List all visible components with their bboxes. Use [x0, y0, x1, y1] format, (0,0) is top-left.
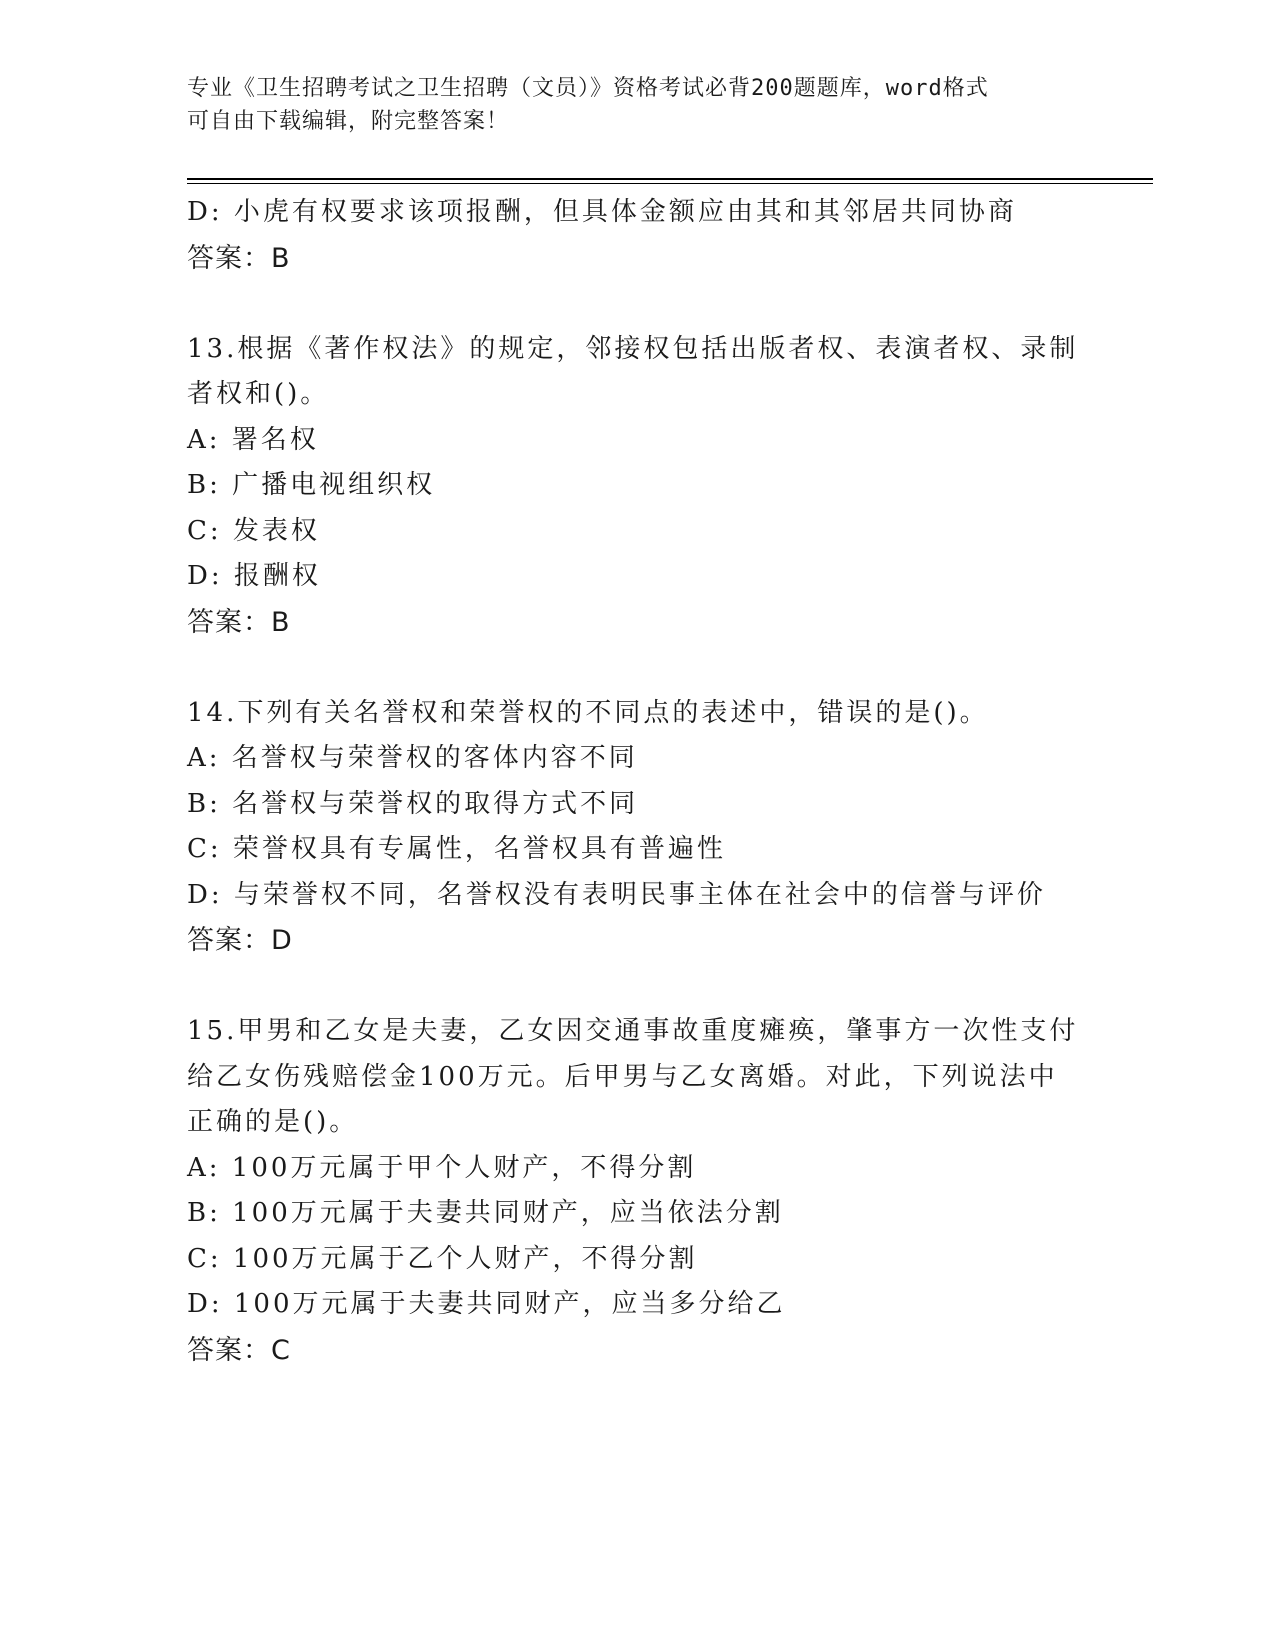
- header-line-2: 可自由下载编辑，附完整答案！: [187, 109, 510, 134]
- option-a: A: 名誉权与荣誉权的客体内容不同: [187, 743, 638, 773]
- option-c: C: 100万元属于乙个人财产，不得分割: [187, 1243, 698, 1274]
- option-c: C: 荣誉权具有专属性，名誉权具有普遍性: [187, 834, 726, 864]
- spacer: [187, 645, 1087, 691]
- question-stem-line: 者权和()。: [187, 379, 330, 409]
- option-b: B: 广播电视组织权: [187, 470, 436, 500]
- question-stem-line: 正确的是()。: [187, 1107, 359, 1137]
- spacer: [187, 964, 1087, 1010]
- answer-line: 答案：C: [187, 1334, 291, 1366]
- question-14: [187, 691, 1087, 964]
- option-b: B: 100万元属于夫妻共同财产，应当依法分割: [187, 1198, 784, 1228]
- answer-line: 答案：B: [187, 242, 291, 274]
- header-rule-thick: [187, 178, 1153, 180]
- question-stem-line: 15.甲男和乙女是夫妻，乙女因交通事故重度瘫痪，肇事方一次性支付: [187, 1016, 1079, 1046]
- header-line-1: 专业《卫生招聘考试之卫生招聘（文员）》资格考试必背200题题库，word格式: [187, 76, 989, 101]
- option-d: D: 与荣誉权不同，名誉权没有表明民事主体在社会中的信誉与评价: [187, 879, 1046, 910]
- option-d: D: 100万元属于夫妻共同财产，应当多分给乙: [187, 1289, 786, 1319]
- question-stem-line: 13.根据《著作权法》的规定，邻接权包括出版者权、表演者权、录制: [187, 333, 1079, 364]
- document-header: [187, 72, 1067, 138]
- question-13: [187, 327, 1087, 646]
- question-stem-line: 14.下列有关名誉权和荣誉权的不同点的表述中，错误的是()。: [187, 697, 989, 728]
- answer-line: 答案：B: [187, 606, 291, 638]
- option-d: D: 报酬权: [187, 561, 321, 591]
- question-stem-line: 给乙女伤残赔偿金100万元。后甲男与乙女离婚。对此，下列说法中: [187, 1061, 1058, 1092]
- header-rule-thin: [187, 183, 1153, 184]
- previous-question-tail: [187, 190, 1087, 281]
- answer-line: 答案：D: [187, 925, 293, 956]
- option-b: B: 名誉权与荣誉权的取得方式不同: [187, 788, 639, 819]
- spacer: [187, 281, 1087, 327]
- option-c: C: 发表权: [187, 515, 320, 546]
- question-15: [187, 1009, 1087, 1373]
- option-d: D: 小虎有权要求该项报酬，但具体金额应由其和其邻居共同协商: [187, 197, 1017, 227]
- option-a: A: 100万元属于甲个人财产，不得分割: [187, 1152, 697, 1183]
- option-a: A: 署名权: [187, 424, 319, 455]
- document-body: [187, 190, 1087, 1373]
